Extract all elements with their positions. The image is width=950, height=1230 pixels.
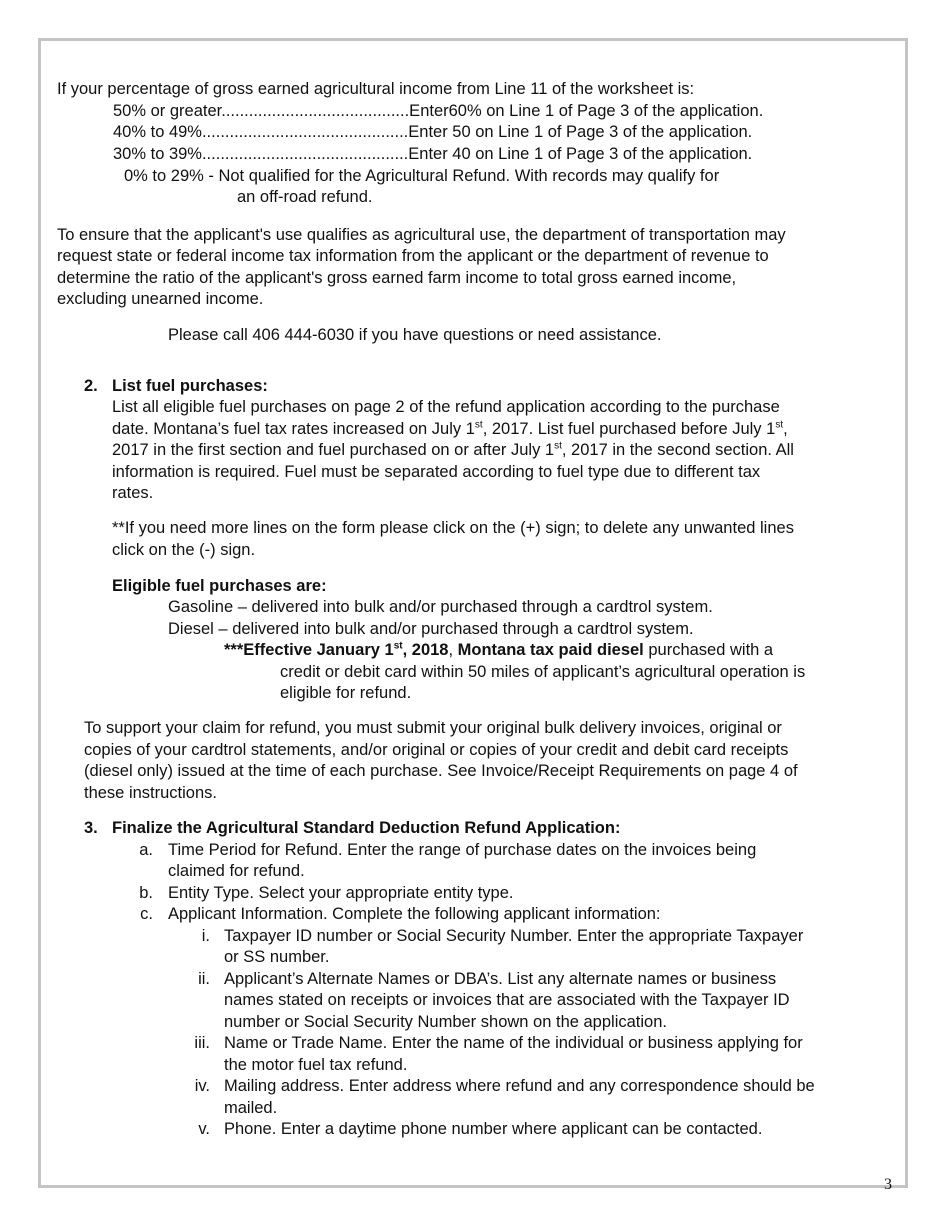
call-note: Please call 406 444-6030 if you have questions or need assistance. [168, 326, 662, 344]
list-item-label: a. [139, 841, 153, 859]
list-item-text: Applicant Information. Complete the following applicant information: [168, 905, 661, 923]
support-line: (diesel only) issued at the time of each purchase. See Invoice/Receipt Requirements on page 4 of [84, 762, 798, 780]
sublist-item-text: Phone. Enter a daytime phone number where applicant can be contacted. [224, 1120, 763, 1138]
effective-note-line3: eligible for refund. [280, 684, 412, 702]
list-item-text: claimed for refund. [168, 862, 305, 880]
section-2-p1-line3: 2017 in the first section and fuel purchased on or after July 1st, 2017 in the second section. All [112, 440, 794, 459]
sublist-item-text: the motor fuel tax refund. [224, 1056, 408, 1074]
ensure-line: determine the ratio of the applicant's gross earned farm income to total gross earned income, [57, 269, 737, 287]
intro-row-50: 50% or greater.........................................Enter60% on Line 1 of Page 3 of the application. [113, 102, 764, 120]
sublist-item-label: i. [201, 927, 210, 945]
section-3-number: 3. [84, 819, 98, 837]
sublist-item-text: or SS number. [224, 948, 330, 966]
ensure-line: To ensure that the applicant's use qualifies as agricultural use, the department of transportation may [57, 226, 786, 244]
intro-lead: If your percentage of gross earned agricultural income from Line 11 of the worksheet is: [57, 80, 695, 98]
list-item-text: Time Period for Refund. Enter the range of purchase dates on the invoices being [168, 841, 757, 859]
section-2-p1-line5: rates. [112, 484, 154, 502]
support-line: copies of your cardtrol statements, and/or original or copies of your credit and debit card receipts [84, 741, 789, 759]
list-item-label: b. [139, 884, 153, 902]
sublist-item-text: mailed. [224, 1099, 278, 1117]
section-2-p1-line2: date. Montana’s fuel tax rates increased on July 1st, 2017. List fuel purchased before July 1st, [112, 419, 788, 438]
section-2-heading: List fuel purchases: [112, 377, 268, 395]
sublist-item-label: v. [198, 1120, 210, 1138]
ensure-line: excluding unearned income. [57, 290, 264, 308]
list-item-label: c. [140, 905, 153, 923]
section-2-p2-line2: click on the (-) sign. [112, 541, 256, 559]
section-2-p1-line1: List all eligible fuel purchases on page 2 of the refund application according to the purchase [112, 398, 780, 416]
sublist-item-label: iii. [194, 1034, 210, 1052]
intro-row-30: 30% to 39%.............................................Enter 40 on Line 1 of Page 3 of the application. [113, 145, 753, 163]
sublist-item-text: Applicant’s Alternate Names or DBA’s. List any alternate names or business [224, 970, 777, 988]
sublist-item-label: ii. [198, 970, 210, 988]
effective-note-line1: ***Effective January 1st, 2018, Montana tax paid diesel purchased with a [224, 640, 774, 659]
intro-row-0-line2: an off-road refund. [237, 188, 373, 206]
sublist-item-text: Name or Trade Name. Enter the name of the individual or business applying for [224, 1034, 803, 1052]
page-number: 3 [884, 1176, 892, 1193]
section-2-number: 2. [84, 377, 98, 395]
sublist-item-text: number or Social Security Number shown on the application. [224, 1013, 667, 1031]
eligible-heading: Eligible fuel purchases are: [112, 577, 327, 595]
support-line: To support your claim for refund, you must submit your original bulk delivery invoices, original or [84, 719, 782, 737]
sublist-item-text: names stated on receipts or invoices that are associated with the Taxpayer ID [224, 991, 790, 1009]
section-2-p2-line1: **If you need more lines on the form please click on the (+) sign; to delete any unwanted lines [112, 519, 794, 537]
section-2-p1-line4: information is required. Fuel must be separated according to fuel type due to different tax [112, 463, 761, 481]
intro-row-40: 40% to 49%.............................................Enter 50 on Line 1 of Page 3 of the application. [113, 123, 753, 141]
support-line: these instructions. [84, 784, 217, 802]
effective-note-line2: credit or debit card within 50 miles of applicant’s agricultural operation is [280, 663, 806, 681]
intro-row-0-line1: 0% to 29% - Not qualified for the Agricultural Refund. With records may qualify for [124, 167, 720, 185]
eligible-gasoline: Gasoline – delivered into bulk and/or purchased through a cardtrol system. [168, 598, 713, 616]
section-3-heading: Finalize the Agricultural Standard Deduction Refund Application: [112, 819, 621, 837]
eligible-diesel: Diesel – delivered into bulk and/or purchased through a cardtrol system. [168, 620, 694, 638]
sublist-item-text: Taxpayer ID number or Social Security Number. Enter the appropriate Taxpayer [224, 927, 804, 945]
ensure-line: request state or federal income tax information from the applicant or the department of revenue to [57, 247, 769, 265]
list-item-text: Entity Type. Select your appropriate entity type. [168, 884, 514, 902]
sublist-item-text: Mailing address. Enter address where refund and any correspondence should be [224, 1077, 815, 1095]
sublist-item-label: iv. [194, 1077, 210, 1095]
